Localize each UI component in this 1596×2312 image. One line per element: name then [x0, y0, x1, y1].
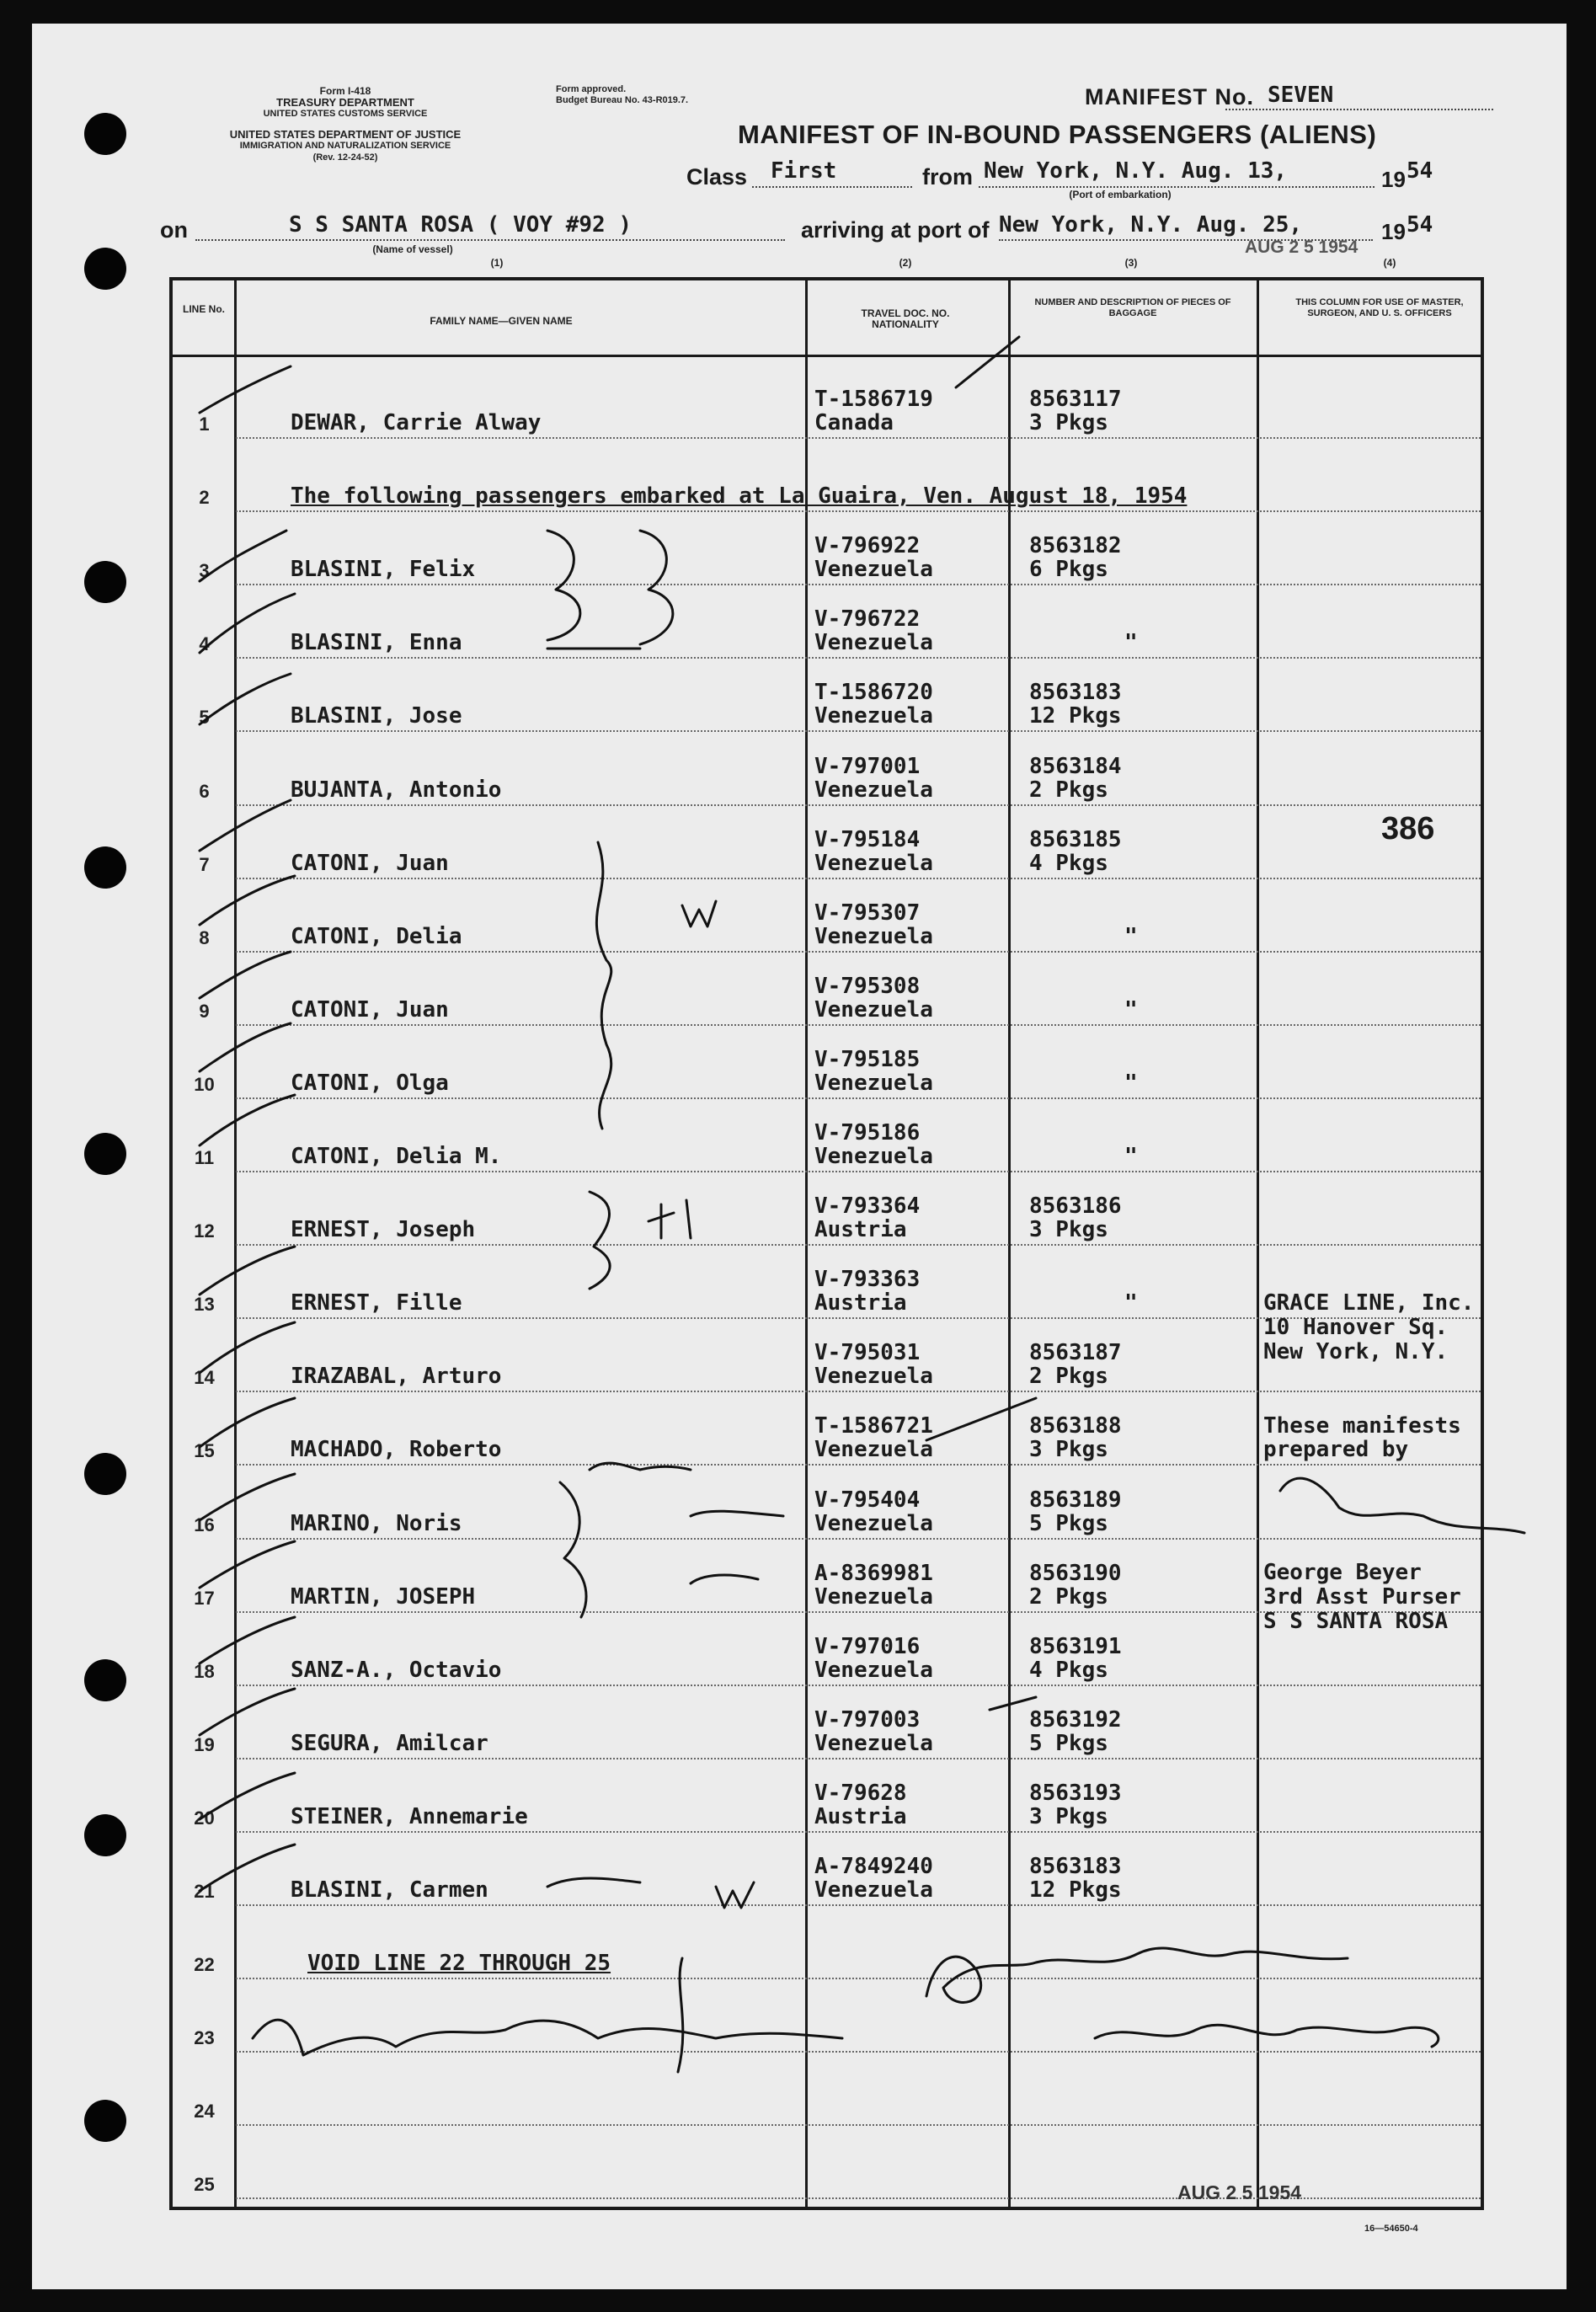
travel-doc-number: V-795308: [814, 973, 921, 999]
travel-doc-number: V-797003: [814, 1706, 921, 1733]
travel-doc-number: V-795186: [814, 1120, 921, 1145]
row-rule: [236, 1831, 1481, 1833]
column-header-line: LINE No.: [183, 303, 225, 315]
ins-service: IMMIGRATION AND NATURALIZATION SERVICE: [239, 141, 451, 151]
line-number: 21: [194, 1881, 215, 1902]
row-rule: [236, 951, 1481, 953]
baggage-pieces: 3 Pkgs: [1029, 1803, 1108, 1829]
line-number: 6: [199, 780, 210, 802]
nationality: Venezuela: [814, 1364, 933, 1390]
passenger-name: BLASINI, Enna: [291, 630, 462, 656]
nationality: Venezuela: [814, 630, 933, 656]
manifest-number-underline: [1225, 81, 1493, 110]
revision-date: (Rev. 12-24-52): [312, 152, 378, 163]
column-number-3: (3): [1124, 257, 1138, 269]
baggage-pieces: ": [1124, 1144, 1138, 1169]
baggage-pieces: ": [1124, 1070, 1138, 1096]
baggage-number: 8563189: [1029, 1487, 1122, 1513]
nationality: Venezuela: [814, 1510, 933, 1536]
row-rule: [236, 1538, 1481, 1540]
passenger-name: BUJANTA, Antonio: [291, 777, 502, 803]
arrival-stamp: AUG 2 5 1954: [1245, 238, 1358, 257]
row-rule: [236, 1758, 1481, 1759]
from-value: New York, N.Y. Aug. 13,: [984, 158, 1288, 184]
row-rule: [236, 1171, 1481, 1172]
baggage-number: 8563190: [1029, 1560, 1122, 1586]
binder-hole: [84, 248, 126, 290]
form-code: 16—54650-4: [1364, 2224, 1418, 2234]
baggage-number: 8563193: [1029, 1780, 1122, 1806]
company-line-1: GRACE LINE, Inc.: [1263, 1290, 1475, 1316]
baggage-number: 8563187: [1029, 1340, 1122, 1366]
binder-hole: [84, 2100, 126, 2142]
nationality: Venezuela: [814, 996, 933, 1023]
binder-hole: [84, 846, 126, 889]
line-number: 25: [194, 2174, 215, 2196]
nationality: Austria: [814, 1803, 907, 1829]
passenger-name: ERNEST, Fille: [291, 1290, 462, 1316]
travel-doc-number: T-1586721: [814, 1413, 933, 1439]
line-number: 23: [194, 2027, 215, 2049]
treasury-department: TREASURY DEPARTMENT: [276, 96, 414, 109]
baggage-pieces: 2 Pkgs: [1029, 777, 1108, 803]
vessel-caption: (Name of vessel): [372, 243, 453, 255]
travel-doc-number: V-793364: [814, 1193, 921, 1220]
row-rule: [236, 804, 1481, 806]
passenger-name: MARINO, Noris: [291, 1510, 462, 1536]
binder-hole: [84, 561, 126, 603]
signer-name: George Beyer: [1263, 1560, 1422, 1585]
row-rule: [236, 2124, 1481, 2126]
baggage-number: 8563188: [1029, 1413, 1122, 1439]
column-header-doc: TRAVEL DOC. NO. NATIONALITY: [861, 307, 950, 330]
port-of-embarkation-caption: (Port of embarkation): [1069, 189, 1172, 200]
nationality: Venezuela: [814, 1730, 933, 1756]
passenger-table: [169, 277, 1484, 2210]
passenger-name: BLASINI, Jose: [291, 703, 462, 729]
travel-doc-number: A-7849240: [814, 1854, 933, 1879]
form-approved: Form approved.: [556, 84, 627, 94]
nationality: Venezuela: [814, 1437, 933, 1463]
line-number: 10: [194, 1073, 215, 1095]
row-rule: [236, 1978, 1481, 1979]
travel-doc-number: V-797016: [814, 1633, 921, 1659]
travel-doc-number: V-795184: [814, 826, 921, 852]
baggage-pieces: ": [1124, 996, 1138, 1023]
baggage-pieces: ": [1124, 630, 1138, 656]
line-number: 16: [194, 1514, 215, 1535]
nationality: Canada: [814, 410, 894, 435]
passenger-name: CATONI, Delia M.: [291, 1144, 502, 1169]
arrival-year-prefix: 19: [1381, 219, 1406, 244]
passenger-name: SANZ-A., Octavio: [291, 1657, 502, 1683]
binder-hole: [84, 1814, 126, 1856]
line-number: 5: [199, 707, 210, 729]
row-rule: [236, 730, 1481, 732]
baggage-pieces: 12 Pkgs: [1029, 703, 1122, 729]
row-rule: [236, 2051, 1481, 2053]
baggage-pieces: ": [1124, 1290, 1138, 1316]
travel-doc-number: V-795031: [814, 1340, 921, 1366]
manifest-number-label: MANIFEST No.: [1085, 84, 1254, 109]
company-line-3: New York, N.Y.: [1263, 1339, 1449, 1364]
column-number-2: (2): [899, 257, 912, 269]
row-rule: [236, 1685, 1481, 1686]
baggage-number: 8563183: [1029, 680, 1122, 706]
baggage-pieces: 3 Pkgs: [1029, 1437, 1108, 1463]
baggage-number: 8563117: [1029, 387, 1122, 412]
line-number: 24: [194, 2101, 215, 2122]
travel-doc-number: V-796922: [814, 533, 921, 559]
row-rule: [236, 437, 1481, 439]
footer-stamp: AUG 2 5 1954: [1177, 2181, 1302, 2203]
nationality: Venezuela: [814, 923, 933, 949]
baggage-pieces: 3 Pkgs: [1029, 410, 1108, 435]
travel-doc-number: V-796722: [814, 606, 921, 633]
travel-doc-number: V-793363: [814, 1267, 921, 1293]
passenger-name: CATONI, Delia: [291, 923, 462, 949]
column-header-officers: THIS COLUMN FOR USE OF MASTER, SURGEON, AND U. S. OFFICERS: [1295, 297, 1464, 318]
binder-hole: [84, 1453, 126, 1495]
line-number: 12: [194, 1220, 215, 1242]
passenger-name: DEWAR, Carrie Alway: [291, 410, 542, 435]
travel-doc-number: V-795185: [814, 1046, 921, 1072]
travel-doc-number: A-8369981: [814, 1560, 933, 1586]
column-number-4: (4): [1383, 257, 1396, 269]
binder-hole: [84, 1659, 126, 1701]
nationality: Venezuela: [814, 1657, 933, 1683]
baggage-pieces: 4 Pkgs: [1029, 1657, 1108, 1683]
justice-department: UNITED STATES DEPARTMENT OF JUSTICE: [229, 128, 462, 141]
nationality: Venezuela: [814, 557, 933, 583]
passenger-name: ERNEST, Joseph: [291, 1217, 476, 1243]
line-number: 22: [194, 1954, 215, 1976]
line-number: 1: [199, 414, 210, 435]
passenger-name: MARTIN, JOSEPH: [291, 1583, 476, 1610]
from-label: from: [922, 164, 973, 190]
nationality: Venezuela: [814, 1583, 933, 1610]
line-number: 8: [199, 926, 210, 948]
line-number: 14: [194, 1367, 215, 1389]
nationality: Venezuela: [814, 850, 933, 876]
baggage-number: 8563186: [1029, 1193, 1122, 1220]
from-year-prefix: 19: [1381, 167, 1406, 192]
row-rule: [236, 1904, 1481, 1906]
baggage-pieces: 2 Pkgs: [1029, 1364, 1108, 1390]
baggage-number: 8563192: [1029, 1706, 1122, 1733]
manifest-title: MANIFEST OF IN-BOUND PASSENGERS (ALIENS): [738, 120, 1377, 149]
baggage-pieces: 12 Pkgs: [1029, 1877, 1122, 1903]
row-rule: [236, 878, 1481, 879]
line-number: 3: [199, 560, 210, 582]
signer-ship: S S SANTA ROSA: [1263, 1609, 1449, 1634]
customs-service: UNITED STATES CUSTOMS SERVICE: [263, 109, 428, 119]
passenger-name: CATONI, Olga: [291, 1070, 449, 1096]
vessel-name: S S SANTA ROSA ( VOY #92 ): [289, 212, 632, 238]
class-label: Class: [686, 164, 748, 190]
line-number: 11: [194, 1147, 215, 1168]
baggage-pieces: 4 Pkgs: [1029, 850, 1108, 876]
binder-hole: [84, 1133, 126, 1175]
passenger-name: SEGURA, Amilcar: [291, 1730, 488, 1756]
nationality: Venezuela: [814, 777, 933, 803]
nationality: Venezuela: [814, 703, 933, 729]
nationality: Austria: [814, 1290, 907, 1316]
arrival-value: New York, N.Y. Aug. 25,: [999, 212, 1303, 238]
binder-hole: [84, 113, 126, 155]
passenger-name: BLASINI, Felix: [291, 557, 476, 583]
line-number: 2: [199, 487, 210, 509]
line-number: 19: [194, 1733, 215, 1755]
nationality: Venezuela: [814, 1144, 933, 1169]
row-rule: [236, 1464, 1481, 1466]
passenger-name: IRAZABAL, Arturo: [291, 1364, 502, 1390]
passenger-name: The following passengers embarked at La Guaira, Ven. August 18, 1954: [291, 483, 1188, 510]
row-rule: [236, 657, 1481, 659]
passenger-count: 386: [1381, 811, 1435, 846]
row-rule: [236, 1024, 1481, 1026]
line-number: 13: [194, 1294, 215, 1316]
row-rule: [236, 1097, 1481, 1099]
baggage-pieces: ": [1124, 923, 1138, 949]
row-rule: [236, 1244, 1481, 1246]
line-number: 17: [194, 1587, 215, 1609]
line-number: 9: [199, 1000, 210, 1022]
nationality: Austria: [814, 1217, 907, 1243]
signer-title: 3rd Asst Purser: [1263, 1584, 1461, 1610]
passenger-name: VOID LINE 22 THROUGH 25: [307, 1951, 611, 1977]
line-number: 7: [199, 853, 210, 875]
from-year: 54: [1407, 158, 1433, 184]
header-divider: [173, 355, 1481, 357]
on-label: on: [160, 217, 188, 243]
column-number-1: (1): [490, 257, 504, 269]
arrival-year: 54: [1407, 212, 1433, 238]
prepared-line-2: prepared by: [1263, 1437, 1409, 1462]
baggage-number: 8563185: [1029, 826, 1122, 852]
passenger-name: STEINER, Annemarie: [291, 1803, 528, 1829]
passenger-name: BLASINI, Carmen: [291, 1877, 488, 1903]
travel-doc-number: V-79628: [814, 1780, 907, 1806]
baggage-number: 8563191: [1029, 1633, 1122, 1659]
travel-doc-number: V-795404: [814, 1487, 921, 1513]
passenger-name: CATONI, Juan: [291, 996, 449, 1023]
row-rule: [236, 584, 1481, 585]
prepared-line-1: These manifests: [1263, 1413, 1461, 1439]
line-number: 4: [199, 633, 210, 655]
travel-doc-number: T-1586719: [814, 387, 933, 412]
baggage-pieces: 6 Pkgs: [1029, 557, 1108, 583]
travel-doc-number: V-797001: [814, 753, 921, 779]
budget-bureau: Budget Bureau No. 43-R019.7.: [556, 95, 689, 105]
class-value: First: [771, 158, 837, 184]
row-rule: [236, 510, 1481, 512]
passenger-name: MACHADO, Roberto: [291, 1437, 502, 1463]
baggage-number: 8563184: [1029, 753, 1122, 779]
manifest-number: SEVEN: [1268, 83, 1334, 108]
baggage-number: 8563182: [1029, 533, 1122, 559]
arriving-label: arriving at port of: [801, 217, 990, 243]
baggage-pieces: 5 Pkgs: [1029, 1730, 1108, 1756]
baggage-pieces: 5 Pkgs: [1029, 1510, 1108, 1536]
line-number: 18: [194, 1660, 215, 1682]
line-number: 15: [194, 1440, 215, 1462]
company-line-2: 10 Hanover Sq.: [1263, 1315, 1449, 1340]
baggage-number: 8563183: [1029, 1854, 1122, 1879]
column-header-baggage: NUMBER AND DESCRIPTION OF PIECES OF BAGGAGE: [1034, 297, 1231, 318]
travel-doc-number: V-795307: [814, 900, 921, 926]
baggage-pieces: 3 Pkgs: [1029, 1217, 1108, 1243]
passenger-name: CATONI, Juan: [291, 850, 449, 876]
form-number: Form I-418: [319, 85, 371, 97]
baggage-pieces: 2 Pkgs: [1029, 1583, 1108, 1610]
column-header-name: FAMILY NAME—GIVEN NAME: [430, 315, 573, 327]
line-number: 20: [194, 1807, 215, 1829]
nationality: Venezuela: [814, 1070, 933, 1096]
travel-doc-number: T-1586720: [814, 680, 933, 706]
row-rule: [236, 1391, 1481, 1392]
nationality: Venezuela: [814, 1877, 933, 1903]
